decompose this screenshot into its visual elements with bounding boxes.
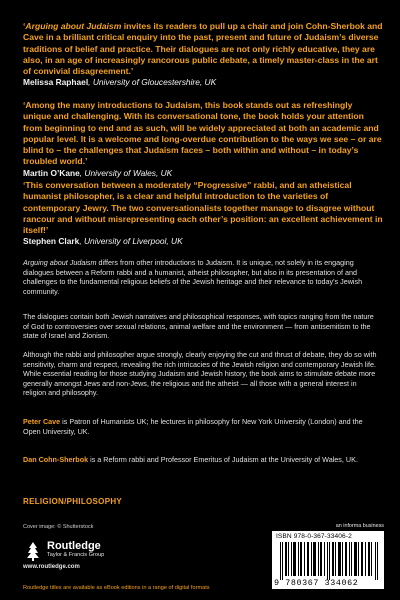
quote-text: ‘This conversation between a moderately “Progressive” rabbi, and an atheistical humanist philosopher, is a clear and helpful introduction to the varieties of contemporary Jewry. The two conversationalists together manage to disagree without rancour and without misrepresenting each other’s position: an excellent achievement in itself!’ xyxy=(23,180,383,236)
routledge-tree-icon xyxy=(23,540,43,562)
quote-attribution xyxy=(23,168,383,179)
quote-attribution xyxy=(23,77,383,88)
subject-category: RELIGION/PHILOSOPHY xyxy=(23,497,123,506)
quote-open-mark: ‘ xyxy=(23,21,26,31)
quote-author: Stephen Clark xyxy=(23,236,80,247)
quote-text: invites its readers to pull up a chair and join Cohn-Sherbok and Cave in a brilliant critical enquiry into the past, present and future of Judaism’s diverse traditions of belief and practice. Their dialogues are not only richly educative, they are also, in an age of increasingly rancorous public debate, a timely master-class in the art of convivial disagreement.’ xyxy=(23,21,383,77)
cover-image-credit: Cover image: © Shutterstock xyxy=(23,524,94,530)
description-text: differs from other introductions to Judaism. It is unique, not solely in its engaging dialogues between a Reform rabbi and a humanist, atheist philosopher, but also in its presentation of and challenges to the fundamental religious beliefs of the Jewish heritage and their relevance to today’s Jewish community. xyxy=(23,258,363,296)
review-quote-2 xyxy=(23,100,383,179)
quote-author: Melissa Raphael xyxy=(23,77,89,88)
barcode-bars-icon xyxy=(280,542,380,580)
publisher-url[interactable]: www.routledge.com xyxy=(23,564,80,570)
isbn-barcode xyxy=(272,523,384,589)
review-quote-3 xyxy=(23,180,383,247)
quote-attribution xyxy=(23,236,383,247)
barcode-digits: 9 780367 334062 xyxy=(274,578,359,588)
author-bio-text: is a Reform rabbi and Professor Emeritus of Judaism at the University of Wales, UK. xyxy=(88,455,358,464)
author-bio-text: is Patron of Humanists UK; he lectures in philosophy for New York University (London) and the Open University, UK. xyxy=(23,417,363,436)
quote-author: Martin O’Kane xyxy=(23,167,80,178)
description-paragraph-2: The dialogues contain both Jewish narratives and philosophical responses, with topics ranging from the nature of God to controversies over sexual relations, animal welfare and the environment — from antisemitism to the state of Israel and Zionism. xyxy=(23,312,374,340)
description-book-title: Arguing about Judaism xyxy=(23,258,97,267)
quote-text: ‘Among the many introductions to Judaism, this book stands out as refreshingly unique and challenging. With its conversational tone, the book holds your attention from beginning to end and as such, will be widely appreciated at both an academic and popular level. It is a welcome and long-overdue contribution to the ways we see – or are blind to – the challenges that Judaism faces – both within and without – in today’s troubled world.’ xyxy=(23,100,382,167)
publisher-logo xyxy=(23,540,143,570)
author-name: Dan Cohn-Sherbok xyxy=(23,455,89,464)
publisher-name: Routledge xyxy=(47,540,101,552)
author-bio-1 xyxy=(23,417,378,436)
ebook-availability-note: Routledge titles are available as eBook editions in a range of digital formats xyxy=(23,585,210,591)
author-name: Peter Cave xyxy=(23,417,61,426)
quote-affiliation: , University of Wales, UK xyxy=(79,167,173,178)
publisher-group: Taylor & Francis Group xyxy=(47,552,105,558)
review-quote-1 xyxy=(23,21,383,88)
quote-book-title: Arguing about Judaism xyxy=(25,21,122,31)
quote-affiliation: , University of Gloucestershire, UK xyxy=(88,77,217,88)
informa-business-tag: an informa business xyxy=(335,523,384,529)
description-paragraph-1 xyxy=(23,258,378,296)
quote-affiliation: , University of Liverpool, UK xyxy=(79,236,183,247)
author-bio-2 xyxy=(23,455,378,465)
isbn-label: ISBN 978-0-367-33406-2 xyxy=(276,533,352,540)
description-paragraph-3: Although the rabbi and philosopher argue strongly, clearly enjoying the cut and thrust of debate, they do so with sensitivity, charm and respect, revealing the rich intricacies of the Jewish religion and contemporary Jewish life. While essential reading for those studying Judaism and Jewish history, the book aims to stimulate debate more generally amongst Jews and non-Jews, the religious and the atheist — all those with a general interest in religion and philosophy. xyxy=(23,350,377,397)
